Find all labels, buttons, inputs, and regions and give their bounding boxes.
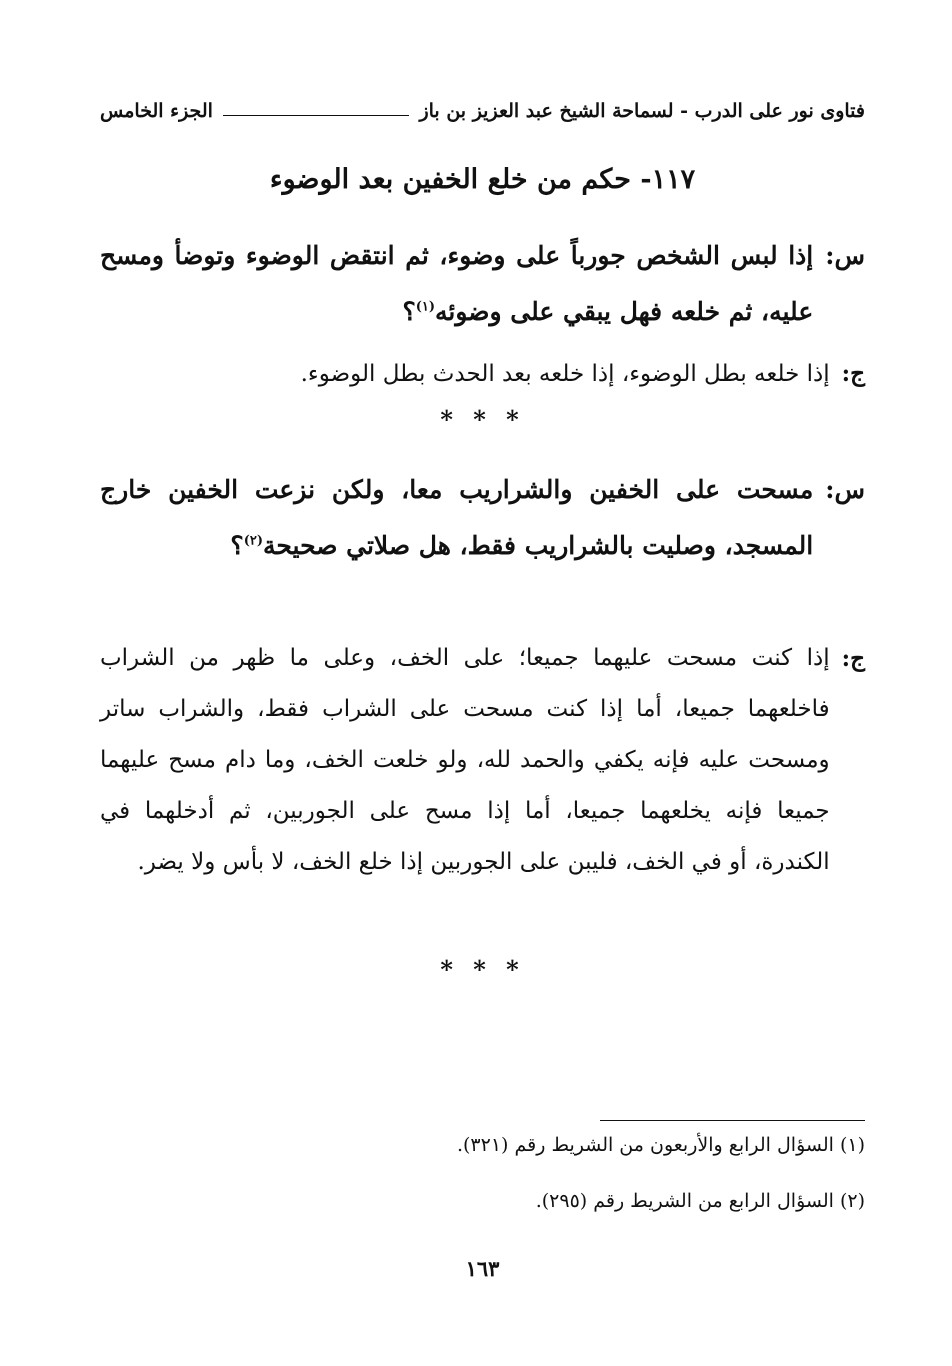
question-body: مسحت على الخفين والشراريب معا، ولكن نزعت الخفين خارج المسجد، وصليت بالشراريب فقط، هل صلاتي صحيحة xyxy=(100,475,814,560)
footnote-1: (١) السؤال الرابع والأربعون من الشريط رقم (٣٢١). xyxy=(456,1134,865,1156)
footnote-rule xyxy=(600,1120,865,1121)
answer-1 xyxy=(100,346,865,402)
question-body: إذا لبس الشخص جورباً على وضوء، ثم انتقض الوضوء وتوضأ ومسح عليه، ثم خلعه فهل يبقي على وضوئه xyxy=(100,241,814,326)
footnote-ref: (١) xyxy=(415,299,436,315)
answer-marker: ج: xyxy=(841,360,865,387)
question-2 xyxy=(100,462,865,574)
running-header xyxy=(100,94,865,128)
answer-text: إذا كنت مسحت عليهما جميعا؛ على الخف، وعلى ما ظهر من الشراب فاخلعهما جميعا، أما إذا كنت مسحت على الشراب فقط، والشراب ساتر ومسحت عليه فإنه يكفي والحمد لله، ولو خلعت الخف، وما دام مسح عليهما جميعا فإنه يخلعهما جميعا، أما إذا مسح على الجوربين، ثم أدخلهما في الكندرة، أو في الخف، فليبن على الجوربين إذا خلع الخف، لا بأس ولا يضر. xyxy=(100,645,830,875)
answer-text: إذا خلعه بطل الوضوء، إذا خلعه بعد الحدث بطل الوضوء. xyxy=(300,361,830,387)
question-end: ؟ xyxy=(402,297,416,326)
question-marker: س: xyxy=(825,241,865,270)
question-1 xyxy=(100,228,865,340)
header-rule xyxy=(223,115,410,116)
question-text xyxy=(100,228,813,340)
question-marker: س: xyxy=(825,475,865,504)
book-title: فتاوى نور على الدرب - لسماحة الشيخ عبد العزيز بن باز xyxy=(419,100,865,122)
footnote-ref: (٢) xyxy=(243,533,263,549)
chapter-heading: ١١٧- حكم من خلع الخفين بعد الوضوء xyxy=(269,164,696,195)
question-end: ؟ xyxy=(230,531,244,560)
page-number: ١٦٣ xyxy=(465,1256,500,1281)
section-separator: * * * xyxy=(440,955,525,984)
question-text xyxy=(100,462,813,574)
footnote-2: (٢) السؤال الرابع من الشريط رقم (٢٩٥). xyxy=(535,1190,865,1212)
answer-2 xyxy=(100,633,865,888)
section-separator: * * * xyxy=(440,405,525,434)
answer-marker: ج: xyxy=(841,645,865,672)
part-label: الجزء الخامس xyxy=(100,100,213,122)
